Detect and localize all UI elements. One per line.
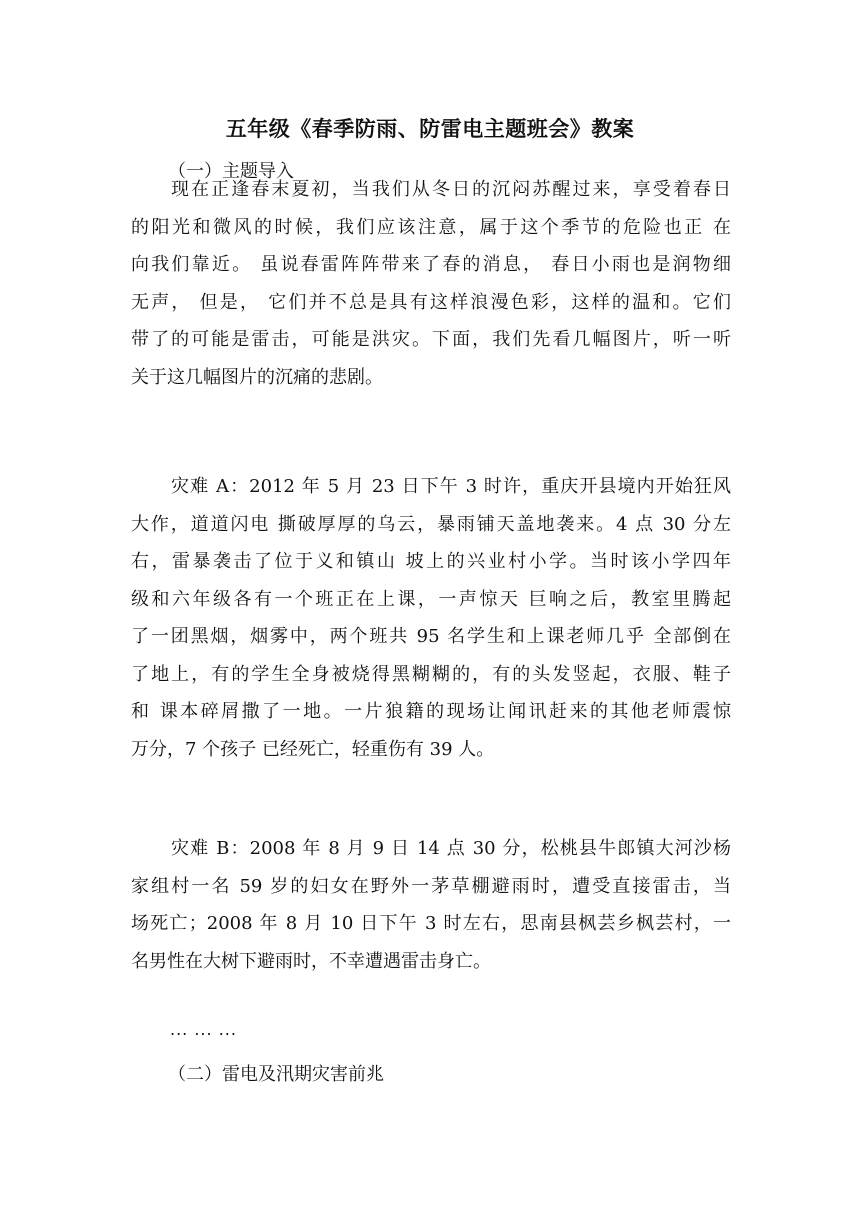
- intro-paragraph: [131, 171, 731, 396]
- paragraph-line: 的阳光和微风的时候，我们应该注意，属于这个季节的危险也正 在: [131, 216, 731, 238]
- paragraph-line: 现在正逢春末夏初，当我们从冬日的沉闷苏醒过来，享受着春日: [171, 179, 731, 200]
- paragraph-line: 大作，道道闪电 撕破厚厚的乌云，暴雨铺天盖地袭来。4 点 30 分左: [131, 513, 731, 535]
- disaster-b-paragraph: [131, 830, 731, 980]
- paragraph-line: 和 课本碎屑撒了一地。一片狼籍的现场让闻讯赶来的其他老师震惊: [131, 701, 731, 722]
- paragraph-line: 万分，7 个孩子 已经死亡，轻重伤有 39 人。: [131, 738, 495, 760]
- paragraph-line: 了地上，有的学生全身被烧得黑糊糊的，有的头发竖起，衣服、鞋子: [131, 663, 731, 685]
- paragraph-line: 右，雷暴袭击了位于义和镇山 坡上的兴业村小学。当时该小学四年: [131, 551, 731, 572]
- disaster-a-paragraph: [131, 468, 731, 768]
- paragraph-line: 灾难 A：2012 年 5 月 23 日下午 3 时许，重庆开县境内开始狂风: [171, 476, 731, 497]
- paragraph-line: 了一团黑烟，烟雾中，两个班共 95 名学生和上课老师几乎 全部倒在: [131, 626, 731, 647]
- paragraph-line: 灾难 B：2008 年 8 月 9 日 14 点 30 分，松桃县牛郎镇大河沙杨: [171, 838, 731, 859]
- section-heading-precursors: （二）雷电及汛期灾害前兆: [168, 1064, 384, 1085]
- paragraph-line: 家组村一名 59 岁的妇女在野外一茅草棚避雨时，遭受直接雷击，当: [131, 875, 731, 897]
- paragraph-line: 向我们靠近。 虽说春雷阵阵带来了春的消息， 春日小雨也是润物细: [131, 254, 731, 275]
- section-heading-intro: （一）主题导入: [168, 161, 294, 182]
- paragraph-line: 场死亡；2008 年 8 月 10 日下午 3 时左右，思南县枫芸乡枫芸村，一: [131, 913, 731, 934]
- document-title: 五年级《春季防雨、防雷电主题班会》教案: [225, 116, 635, 141]
- paragraph-line: 无声， 但是， 它们并不总是具有这样浪漫色彩，这样的温和。它们: [131, 291, 731, 313]
- ellipsis: ... ... ...: [170, 1020, 237, 1039]
- paragraph-line: 级和六年级各有一个班正在上课，一声惊天 巨响之后，教室里腾起: [131, 588, 731, 610]
- paragraph-line: 关于这几幅图片的沉痛的悲剧。: [131, 366, 383, 388]
- paragraph-line: 名男性在大树下避雨时，不幸遭遇雷击身亡。: [131, 950, 491, 972]
- paragraph-line: 带了的可能是雷击，可能是洪灾。下面，我们先看几幅图片，听一听: [131, 329, 731, 350]
